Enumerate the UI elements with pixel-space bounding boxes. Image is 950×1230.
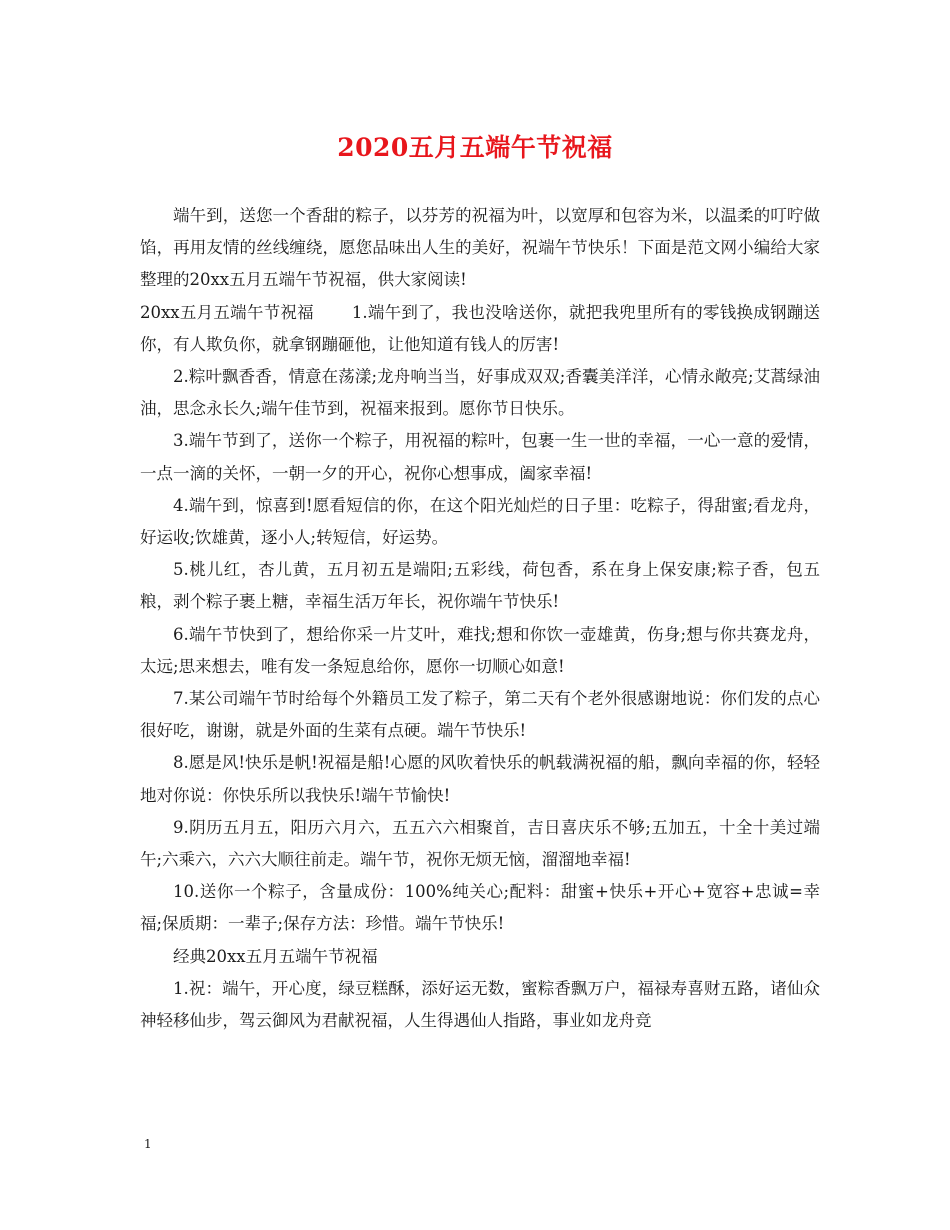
greeting-item-8: 8.愿是风!快乐是帆!祝福是船!心愿的风吹着快乐的帆载满祝福的船，飘向幸福的你，轻轻地对你说：你快乐所以我快乐!端午节愉快! [140, 753, 820, 805]
classic-greeting-item-1: 1.祝：端午，开心度，绿豆糕酥，添好运无数，蜜粽香飘万户，福禄寿喜财五路，诸仙众神轻移仙步，驾云御风为君献祝福，人生得遇仙人指路，事业如龙舟竞 [140, 978, 820, 1031]
greeting-item-9: 9.阴历五月五，阳历六月六，五五六六相聚首，吉日喜庆乐不够;五加五，十全十美过端午;六乘六，六六大顺往前走。端午节，祝你无烦无恼，溜溜地幸福! [140, 817, 820, 870]
intro-paragraph: 端午到，送您一个香甜的粽子，以芬芳的祝福为叶，以宽厚和包容为米，以温柔的叮咛做馅，再用友情的丝线缠绕，愿您品味出人生的美好，祝端午节快乐！下面是范文网小编给大家整理的20xx五月五端午节祝福，供大家阅读! [140, 206, 820, 290]
greeting-item-10: 10.送你一个粽子，含量成份：100%纯关心;配料：甜蜜+快乐+开心+宽容+忠诚=幸福;保质期：一辈子;保存方法：珍惜。端午节快乐! [140, 882, 820, 934]
footer-divider [140, 1158, 820, 1159]
document-body [140, 200, 820, 1037]
section-1-heading: 20xx五月五端午节祝福 [140, 302, 314, 322]
page-number: 1 [144, 1137, 152, 1151]
greeting-item-6: 6.端午节快到了，想给你采一片艾叶，难找;想和你饮一壶雄黄，伤身;想与你共赛龙舟，太远;思来想去，唯有发一条短息给你，愿你一切顺心如意! [140, 624, 820, 676]
greeting-item-1: 1.端午到了，我也没啥送你，就把我兜里所有的零钱换成钢蹦送你，有人欺负你，就拿钢蹦砸他，让他知道有钱人的厉害! [140, 302, 821, 354]
document-title: 2020五月五端午节祝福 [337, 133, 613, 162]
greeting-item-7: 7.某公司端午节时给每个外籍员工发了粽子，第二天有个老外很感谢地说：你们发的点心很好吃，谢谢，就是外面的生菜有点硬。端午节快乐! [140, 689, 820, 741]
section-2-heading: 经典20xx五月五端午节祝福 [173, 946, 378, 966]
greeting-item-4: 4.端午到，惊喜到!愿看短信的你，在这个阳光灿烂的日子里：吃粽子，得甜蜜;看龙舟，好运收;饮雄黄，逐小人;转短信，好运势。 [140, 495, 820, 548]
greeting-item-2: 2.粽叶飘香香，情意在荡漾;龙舟响当当，好事成双双;香囊美洋洋，心情永敞亮;艾蒿绿油油，思念永长久;端午佳节到，祝福来报到。愿你节日快乐。 [140, 367, 820, 419]
greeting-item-5: 5.桃儿红，杏儿黄，五月初五是端阳;五彩线，荷包香，系在身上保安康;粽子香，包五粮，剥个粽子裹上糖，幸福生活万年长，祝你端午节快乐! [140, 560, 820, 612]
greeting-item-3: 3.端午节到了，送你一个粽子，用祝福的粽叶，包裹一生一世的幸福，一心一意的爱情，一点一滴的关怀，一朝一夕的开心，祝你心想事成，阖家幸福! [140, 431, 820, 483]
section-1-paragraph [140, 297, 820, 361]
